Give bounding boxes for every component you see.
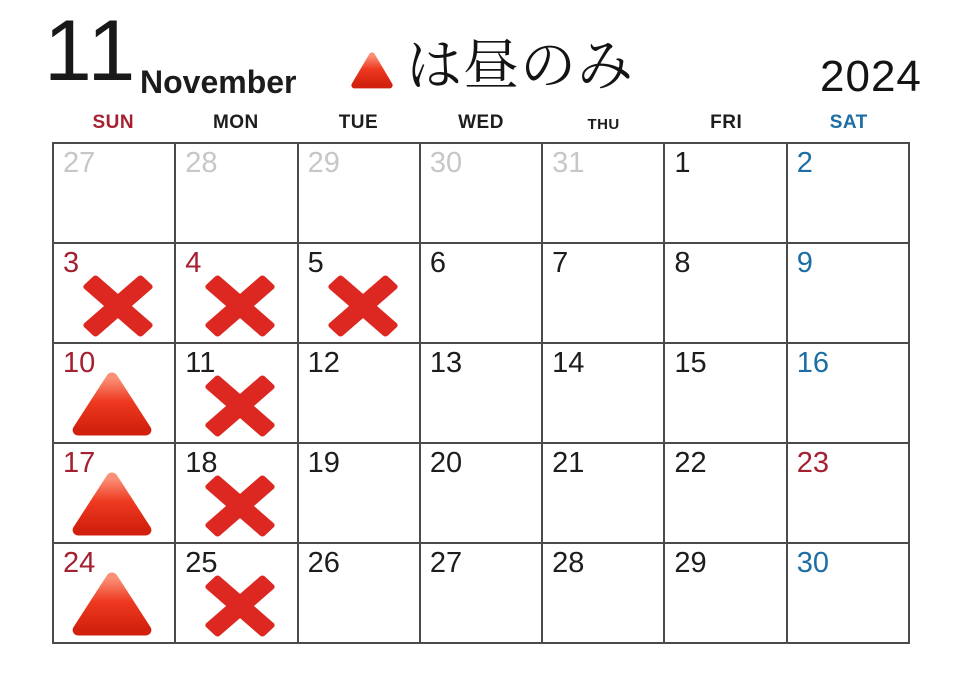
- date-number: 13: [429, 347, 463, 379]
- calendar-cell: [421, 144, 541, 242]
- date-number: 5: [307, 247, 324, 279]
- date-number: 28: [185, 147, 218, 179]
- date-number: 14: [552, 347, 585, 379]
- weekday-thu: THU: [587, 116, 620, 133]
- calendar-cell: [176, 144, 296, 242]
- calendar-cell: [543, 544, 663, 642]
- x-mark-icon: [204, 574, 276, 638]
- calendar-cell: [176, 344, 296, 442]
- calendar-cell: [176, 444, 296, 542]
- calendar-cell: [665, 344, 785, 442]
- date-number: 6: [429, 247, 446, 279]
- calendar-cell: [299, 244, 419, 342]
- calendar-cell: [299, 444, 419, 542]
- date-number: 19: [307, 447, 340, 479]
- calendar-cell: [421, 544, 541, 642]
- x-mark-icon: [82, 274, 154, 338]
- date-number: 7: [552, 247, 569, 279]
- weekday-sun: SUN: [92, 112, 135, 133]
- calendar-cell: [788, 144, 908, 242]
- date-number: 18: [185, 447, 218, 479]
- calendar-cell: [176, 544, 296, 642]
- triangle-icon: [70, 570, 154, 640]
- date-number: 23: [796, 447, 829, 479]
- date-number: 4: [185, 247, 202, 279]
- date-number: 16: [796, 347, 829, 379]
- triangle-icon: [350, 51, 394, 91]
- weekday-tue: TUE: [338, 112, 379, 133]
- weekday-mon: MON: [212, 112, 259, 133]
- date-number: 30: [429, 147, 463, 179]
- x-mark-icon: [204, 374, 276, 438]
- date-number: 21: [552, 447, 585, 479]
- calendar-grid: [52, 142, 910, 644]
- date-number: 8: [674, 247, 691, 279]
- date-number: 2: [796, 147, 813, 179]
- date-number: 22: [674, 447, 707, 479]
- year-label: 2024: [820, 52, 922, 101]
- calendar-cell: [421, 444, 541, 542]
- calendar-cell: [788, 544, 908, 642]
- x-mark-icon: [204, 274, 276, 338]
- weekday-wed: WED: [458, 112, 504, 133]
- legend-text: は昼のみ: [406, 34, 634, 97]
- date-number: 3: [63, 247, 80, 279]
- date-number: 9: [796, 247, 813, 279]
- weekday-fri: FRI: [710, 112, 743, 133]
- calendar-cell: [788, 244, 908, 342]
- date-number: 1: [674, 147, 691, 179]
- calendar-cell: [421, 244, 541, 342]
- date-number: 15: [674, 347, 707, 379]
- date-number: 17: [63, 447, 96, 479]
- legend: [350, 34, 634, 97]
- month-name: November: [140, 64, 297, 100]
- date-number: 10: [63, 347, 96, 379]
- date-number: 26: [307, 547, 340, 579]
- date-number: 11: [185, 347, 216, 379]
- date-number: 28: [552, 547, 585, 579]
- triangle-icon: [70, 370, 154, 440]
- calendar-cell: [665, 244, 785, 342]
- calendar-cell: [543, 144, 663, 242]
- date-number: 29: [307, 147, 340, 179]
- weekday-row: [52, 112, 910, 134]
- month-number: 11: [44, 3, 138, 99]
- triangle-icon: [70, 470, 154, 540]
- date-number: 27: [63, 147, 96, 179]
- calendar-cell: [299, 344, 419, 442]
- calendar-cell: [299, 544, 419, 642]
- date-number: 24: [63, 547, 96, 579]
- x-mark-icon: [204, 474, 276, 538]
- calendar-cell: [788, 444, 908, 542]
- calendar-cell: [54, 444, 174, 542]
- date-number: 31: [552, 147, 585, 179]
- date-number: 12: [307, 347, 340, 379]
- calendar-cell: [665, 544, 785, 642]
- x-mark-icon: [327, 274, 399, 338]
- calendar-cell: [54, 544, 174, 642]
- calendar-cell: [54, 244, 174, 342]
- calendar-cell: [54, 144, 174, 242]
- calendar-cell: [543, 444, 663, 542]
- calendar-cell: [788, 344, 908, 442]
- date-number: 30: [796, 547, 829, 579]
- calendar-cell: [665, 444, 785, 542]
- calendar-cell: [54, 344, 174, 442]
- date-number: 29: [674, 547, 707, 579]
- date-number: 20: [429, 447, 463, 479]
- weekday-sat: SAT: [829, 112, 868, 133]
- calendar-cell: [299, 144, 419, 242]
- date-number: 25: [185, 547, 218, 579]
- date-number: 27: [429, 547, 463, 579]
- calendar-cell: [543, 244, 663, 342]
- calendar-cell: [176, 244, 296, 342]
- calendar-cell: [421, 344, 541, 442]
- calendar-cell: [543, 344, 663, 442]
- calendar-cell: [665, 144, 785, 242]
